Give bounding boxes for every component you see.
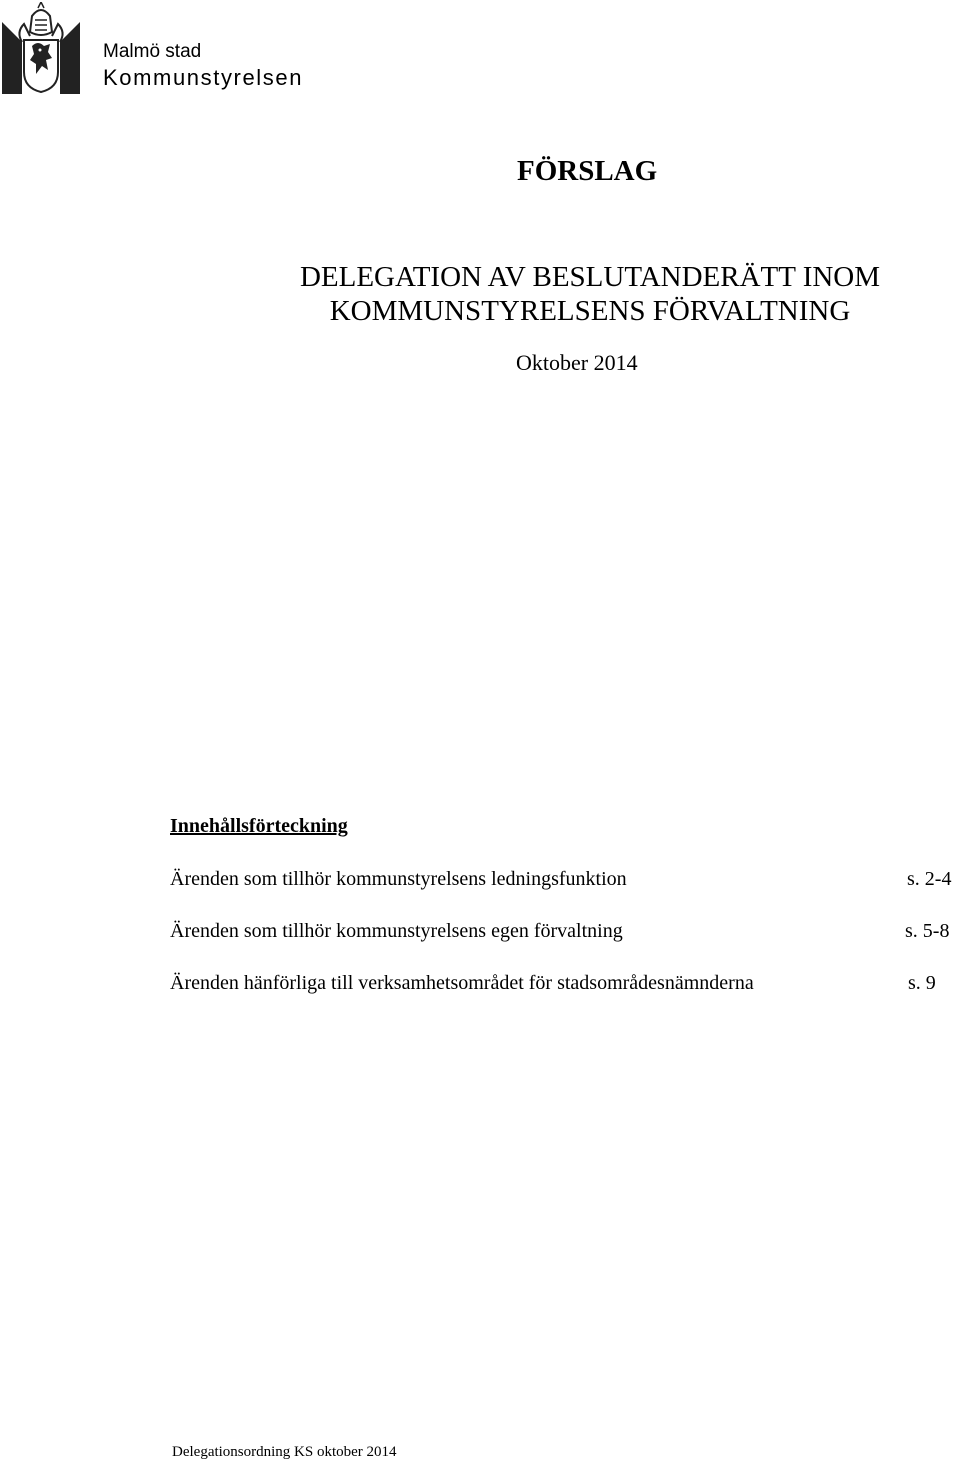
toc-item-page: s. 9: [908, 972, 936, 994]
toc-item-page: s. 5-8: [905, 920, 950, 942]
toc-item-page: s. 2-4: [907, 868, 952, 890]
toc-item-label: Ärenden som tillhör kommunstyrelsens ledningsfunktion: [170, 868, 627, 890]
malmo-coat-of-arms-icon: [2, 2, 80, 94]
toc-item: [170, 920, 958, 950]
document-status: FÖRSLAG: [517, 155, 658, 187]
org-unit: Kommunstyrelsen: [103, 65, 304, 90]
toc-heading: Innehållsförteckning: [170, 815, 348, 837]
page-header: [0, 0, 400, 100]
document-title-line-1: DELEGATION AV BESLUTANDERÄTT INOM: [299, 261, 881, 293]
org-city: Malmö stad: [103, 41, 202, 62]
toc-item-label: Ärenden som tillhör kommunstyrelsens egen förvaltning: [170, 920, 623, 942]
document-title-line-2: KOMMUNSTYRELSENS FÖRVALTNING: [329, 295, 851, 327]
toc-item: [170, 868, 958, 898]
toc-item-label: Ärenden hänförliga till verksamhetsområdet för stadsområdesnämnderna: [170, 972, 754, 994]
document-title: [230, 260, 950, 328]
toc-item: [170, 972, 958, 1002]
page-footer: Delegationsordning KS oktober 2014: [172, 1444, 397, 1460]
document-date: Oktober 2014: [516, 350, 638, 375]
